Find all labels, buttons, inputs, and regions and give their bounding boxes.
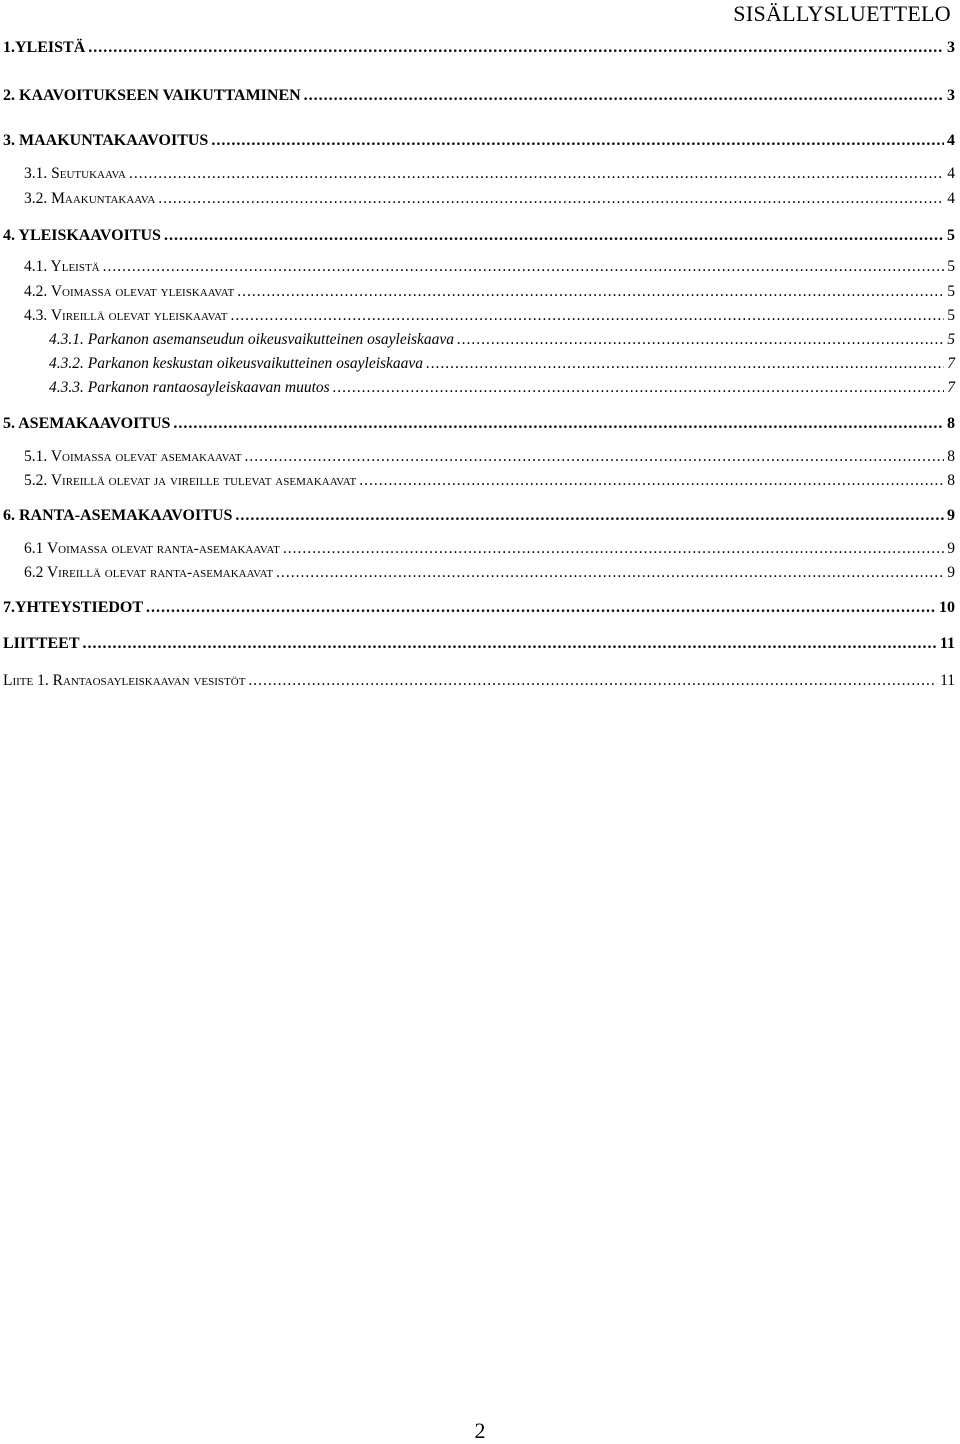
toc-entry[interactable]	[24, 306, 955, 326]
toc-entry-label: 7.YHTEYSTIEDOT	[3, 599, 144, 616]
toc-entry[interactable]	[3, 598, 955, 618]
toc-entry-page: 4	[947, 165, 955, 182]
toc-dot-leader	[129, 164, 944, 184]
toc-entry-label: 3. MAAKUNTAKAAVOITUS	[3, 132, 209, 149]
toc-entry[interactable]	[49, 378, 955, 398]
toc-entry-page: 8	[947, 472, 955, 489]
toc-entry-page: 5	[947, 307, 955, 324]
toc-entry-page: 9	[947, 564, 955, 581]
toc-entry[interactable]	[3, 634, 955, 654]
page-number: 2	[474, 1418, 486, 1443]
toc-entry-label: 4.2. Voimassa olevat yleiskaavat	[24, 283, 235, 300]
toc-entry[interactable]	[24, 189, 955, 209]
toc-entry[interactable]	[3, 414, 955, 434]
toc-entry[interactable]	[24, 563, 955, 583]
page-title: SISÄLLYSLUETTELO	[733, 1, 951, 26]
toc-dot-leader	[248, 671, 937, 691]
toc-dot-leader	[146, 598, 936, 618]
toc-entry[interactable]	[24, 257, 955, 277]
toc-entry-page: 4	[947, 190, 955, 207]
toc-entry-page: 9	[947, 540, 955, 557]
toc-entry[interactable]	[3, 506, 955, 526]
toc-entry-label: 3.1. Seutukaava	[24, 165, 126, 182]
toc-entry[interactable]	[49, 354, 955, 374]
toc-entry-label: 5.2. Vireillä olevat ja vireille tulevat asemakaavat	[24, 472, 357, 489]
toc-entry[interactable]	[49, 330, 955, 350]
toc-dot-leader	[173, 414, 944, 434]
toc-dot-leader	[88, 38, 944, 58]
toc-dot-leader	[103, 257, 945, 277]
toc-entry-page: 10	[939, 599, 955, 616]
toc-entry[interactable]	[24, 539, 955, 559]
toc-dot-leader	[245, 447, 945, 467]
toc-entry[interactable]	[24, 282, 955, 302]
toc-entry-label: LIITTEET	[3, 635, 80, 652]
toc-dot-leader	[276, 563, 944, 583]
toc-dot-leader	[333, 378, 945, 398]
toc-dot-leader	[283, 539, 944, 559]
toc-entry-label: Liite 1. Rantaosayleiskaavan vesistöt	[3, 672, 246, 689]
toc-entry-label: 6. RANTA-ASEMAKAAVOITUS	[3, 507, 233, 524]
toc-entry[interactable]	[3, 86, 955, 106]
toc-dot-leader	[211, 131, 944, 151]
toc-dot-leader	[359, 471, 944, 491]
toc-entry-page: 9	[947, 507, 955, 524]
toc-entry-page: 11	[940, 672, 955, 689]
toc-dot-leader	[82, 634, 936, 654]
toc-dot-leader	[164, 226, 944, 246]
toc-dot-leader	[230, 306, 944, 326]
toc-entry-label: 5. ASEMAKAAVOITUS	[3, 415, 171, 432]
toc-entry[interactable]	[3, 38, 955, 58]
toc-entry-page: 8	[947, 448, 955, 465]
toc-entry-label: 3.2. Maakuntakaava	[24, 190, 156, 207]
toc-dot-leader	[426, 354, 944, 374]
toc-entry-page: 7	[947, 355, 955, 372]
toc-entry-page: 5	[947, 283, 955, 300]
toc-entry-page: 3	[947, 39, 955, 56]
toc-dot-leader	[304, 86, 944, 106]
toc-entry-label: 6.1 Voimassa olevat ranta-asemakaavat	[24, 540, 280, 557]
toc-dot-leader	[457, 330, 944, 350]
toc-entry[interactable]	[24, 164, 955, 184]
toc-dot-leader	[158, 189, 944, 209]
toc-dot-leader	[235, 506, 944, 526]
toc-entry-label: 6.2 Vireillä olevat ranta-asemakaavat	[24, 564, 274, 581]
toc-entry-page: 8	[947, 415, 955, 432]
toc-entry-page: 3	[947, 87, 955, 104]
toc-entry-page: 11	[939, 635, 955, 652]
toc-entry[interactable]	[24, 471, 955, 491]
toc-entry-label: 1.YLEISTÄ	[3, 39, 86, 56]
toc-entry-label: 4.3.1. Parkanon asemanseudun oikeusvaikutteinen osayleiskaava	[49, 331, 455, 348]
toc-entry-page: 5	[947, 258, 955, 275]
toc-entry-label: 5.1. Voimassa olevat asemakaavat	[24, 448, 242, 465]
toc-entry-label: 4.3.2. Parkanon keskustan oikeusvaikutteinen osayleiskaava	[49, 355, 424, 372]
toc-entry-page: 4	[947, 132, 955, 149]
toc-entry-label: 4.3. Vireillä olevat yleiskaavat	[24, 307, 228, 324]
toc-entry[interactable]	[3, 131, 955, 151]
toc-entry-page: 7	[947, 379, 955, 396]
toc-entry-page: 5	[947, 227, 955, 244]
toc-entry-label: 4.1. Yleistä	[24, 258, 100, 275]
toc-entry-label: 2. KAAVOITUKSEEN VAIKUTTAMINEN	[3, 87, 301, 104]
toc-entry-label: 4. YLEISKAAVOITUS	[3, 227, 161, 244]
toc-entry-page: 5	[947, 331, 955, 348]
toc-entry[interactable]	[24, 447, 955, 467]
toc-dot-leader	[237, 282, 944, 302]
toc-entry[interactable]	[3, 671, 955, 691]
toc-entry-label: 4.3.3. Parkanon rantaosayleiskaavan muutos	[49, 379, 330, 396]
toc-entry[interactable]	[3, 226, 955, 246]
